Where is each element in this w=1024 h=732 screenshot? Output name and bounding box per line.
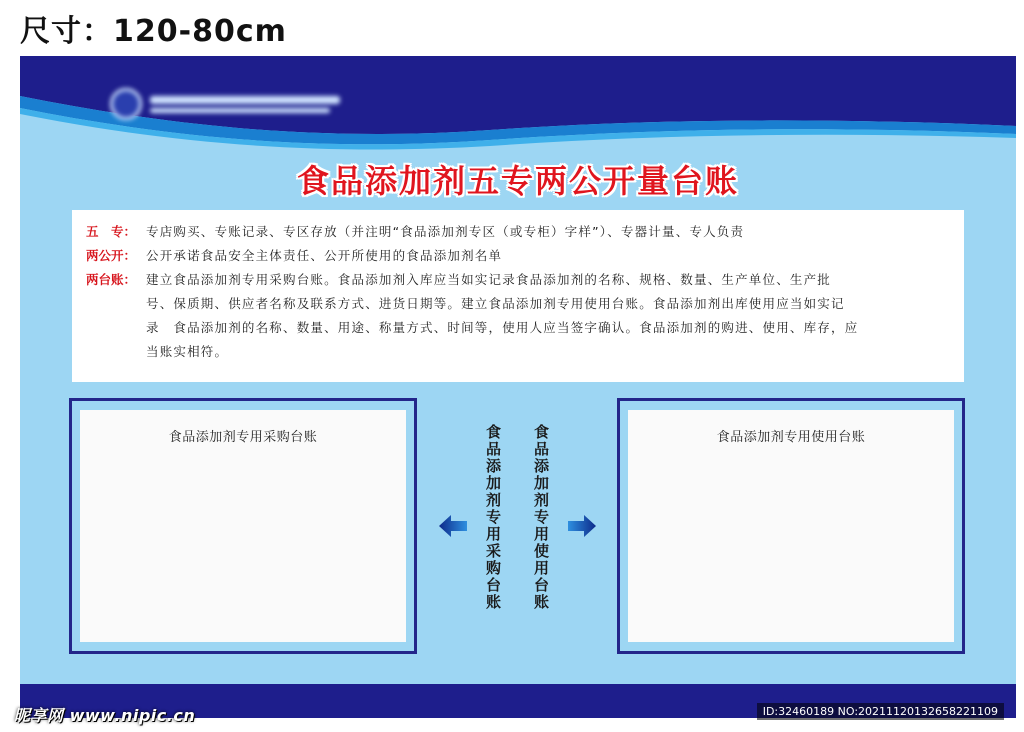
usage-ledger-title: 食品添加剂专用使用台账 [628,410,954,642]
vertical-label-usage: 食品添加剂专用使用台账 [532,424,550,611]
info-line: 录 食品添加剂的名称、数量、用途、称量方式、时间等，使用人应当签字确认。食品添加剂的购进、使用、库存，应 [146,320,859,335]
logo-emblem-icon [110,88,142,120]
info-label: 两台账： [86,272,137,287]
info-line: 号、保质期、供应者名称及联系方式、进货日期等。建立食品添加剂专用使用台账。食品添加剂出库使用应当如实记 [146,296,845,311]
vertical-label-purchase: 食品添加剂专用采购台账 [484,424,502,611]
usage-ledger-panel [617,398,965,654]
info-line: 建立食品添加剂专用采购台账。食品添加剂入库应当如实记录食品添加剂的名称、规格、数量、生产单位、生产批 [146,272,832,287]
info-label: 两公开： [86,248,137,263]
blurred-logo [110,86,350,122]
info-box [72,210,964,382]
info-row-liang-taizhang [86,268,950,364]
info-row-liang-gongkai [86,244,950,268]
info-text: 专店购买、专账记录、专区存放（并注明“食品添加剂专区（或专柜）字样”）、专器计量、专人负责 [146,224,745,239]
display-board [20,56,1016,718]
watermark-id: ID:32460189 NO:20211120132658221109 [757,703,1004,720]
info-text: 公开承诺食品安全主体责任、公开所使用的食品添加剂名单 [146,248,503,263]
info-text [146,268,950,364]
size-label: 尺寸：120-80cm [20,14,287,49]
arrow-right-icon [568,515,596,537]
watermark-site: 昵享网 www.nipic.cn [14,706,196,725]
arrow-left-icon [439,515,467,537]
info-line: 当账实相符。 [146,344,229,359]
purchase-ledger-panel [69,398,417,654]
info-row-wuzhuan [86,220,950,244]
purchase-ledger-title: 食品添加剂专用采购台账 [80,410,406,642]
main-title: 食品添加剂五专两公开量台账 [296,162,739,200]
info-label: 五 专： [86,224,137,239]
